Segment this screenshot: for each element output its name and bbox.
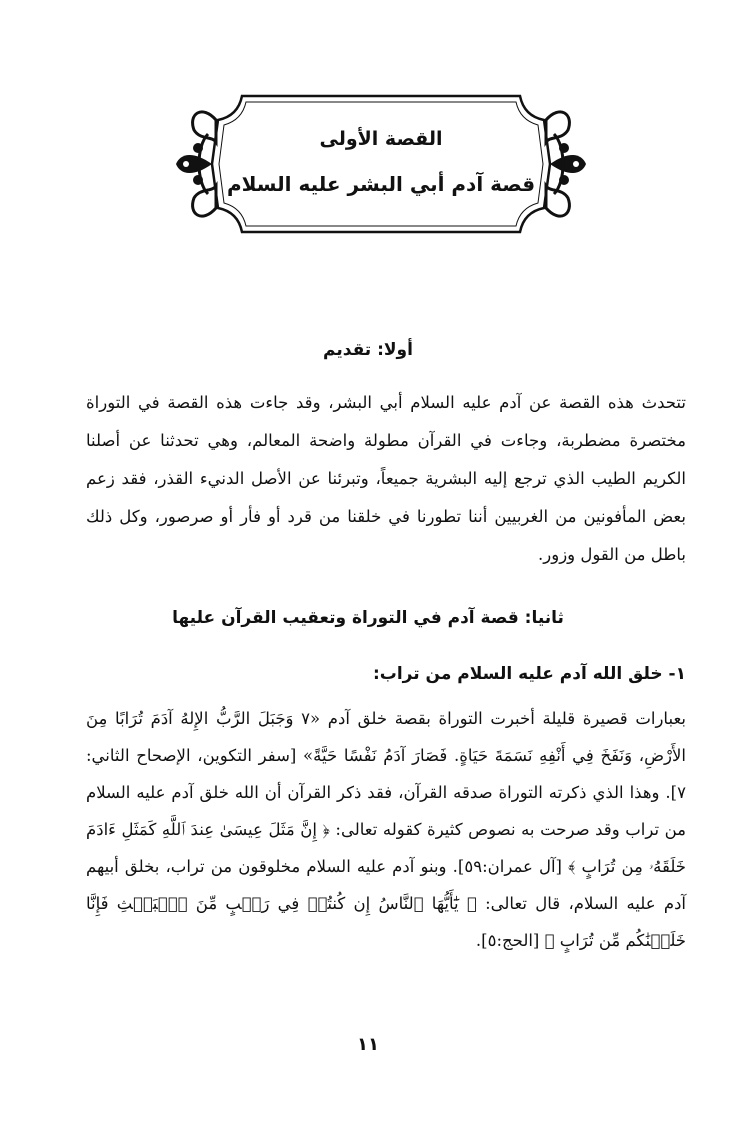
- story-subtitle: قصة آدم أبي البشر عليه السلام: [226, 172, 536, 196]
- item1-paragraph-text: بعبارات قصيرة قليلة أخبرت التوراة بقصة خلق آدم «٧ وَجَبَلَ الرَّبُّ الإِلهُ آدَمَ تُرَابًا مِنَ الأَرْضِ، وَنَفَخَ فِي أَنْفِهِ نَسَمَةَ حَيَاةٍ. فَصَارَ آدَمُ نَفْسًا حَيَّةً» [سفر التكوين، الإصحاح الثاني: ٧]. وهذا الذي ذكرته التوراة صدقه القرآن، فقد ذكر القرآن أن الله خلق آدم عليه السلام من تراب وقد صرحت به نصوص كثيرة كقوله تعالى: ﴿ إِنَّ مَثَلَ عِيسَىٰ عِندَ ٱللَّهِ كَمَثَلِ ءَادَمَ خَلَقَهُۥ مِن تُرَابٍ ﴾ [آل عمران:٥٩]. وبنو آدم عليه السلام مخلوقون من تراب، بخلق أبيهم آدم عليه السلام، قال تعالى: ﴿ يَٰٓأَيُّهَا ٱلنَّاسُ إِن كُنتُمۡ فِي رَيۡبٍ مِّنَ ٱلۡبَعۡثِ فَإِنَّا خَلَقۡنَٰكُم مِّن تُرَابٍ ﴾ [الحج:٥].: [86, 709, 686, 950]
- page-number: ١١: [357, 1034, 379, 1055]
- intro-paragraph-text: تتحدث هذه القصة عن آدم عليه السلام أبي البشر، وقد جاءت هذه القصة في التوراة مختصرة مضطربة، وجاءت في القرآن مطولة واضحة المعالم، وهي تحدثنا عن أصلنا الكريم الطيب الذي ترجع إليه البشرية جميعاً، وتبرئنا عن الأصل الدنيء القذر، فقد زعم بعض المأفونين من الغربيين أننا تطورنا في خلقنا من قرد أو فأر أو صرصور، وكل ذلك باطل من القول وزور.: [86, 393, 686, 564]
- intro-heading: أولا: تقديم: [323, 340, 413, 360]
- title-ornamental-frame: [172, 90, 590, 238]
- ornamental-border: [172, 90, 590, 238]
- story-title: القصة الأولى: [319, 128, 443, 150]
- item1-paragraph: [86, 700, 686, 959]
- section2-heading: ثانيا: قصة آدم في التوراة وتعقيب القرآن عليها: [172, 608, 564, 628]
- item1-heading: ١- خلق الله آدم عليه السلام من تراب:: [372, 664, 686, 684]
- intro-paragraph: [86, 384, 686, 574]
